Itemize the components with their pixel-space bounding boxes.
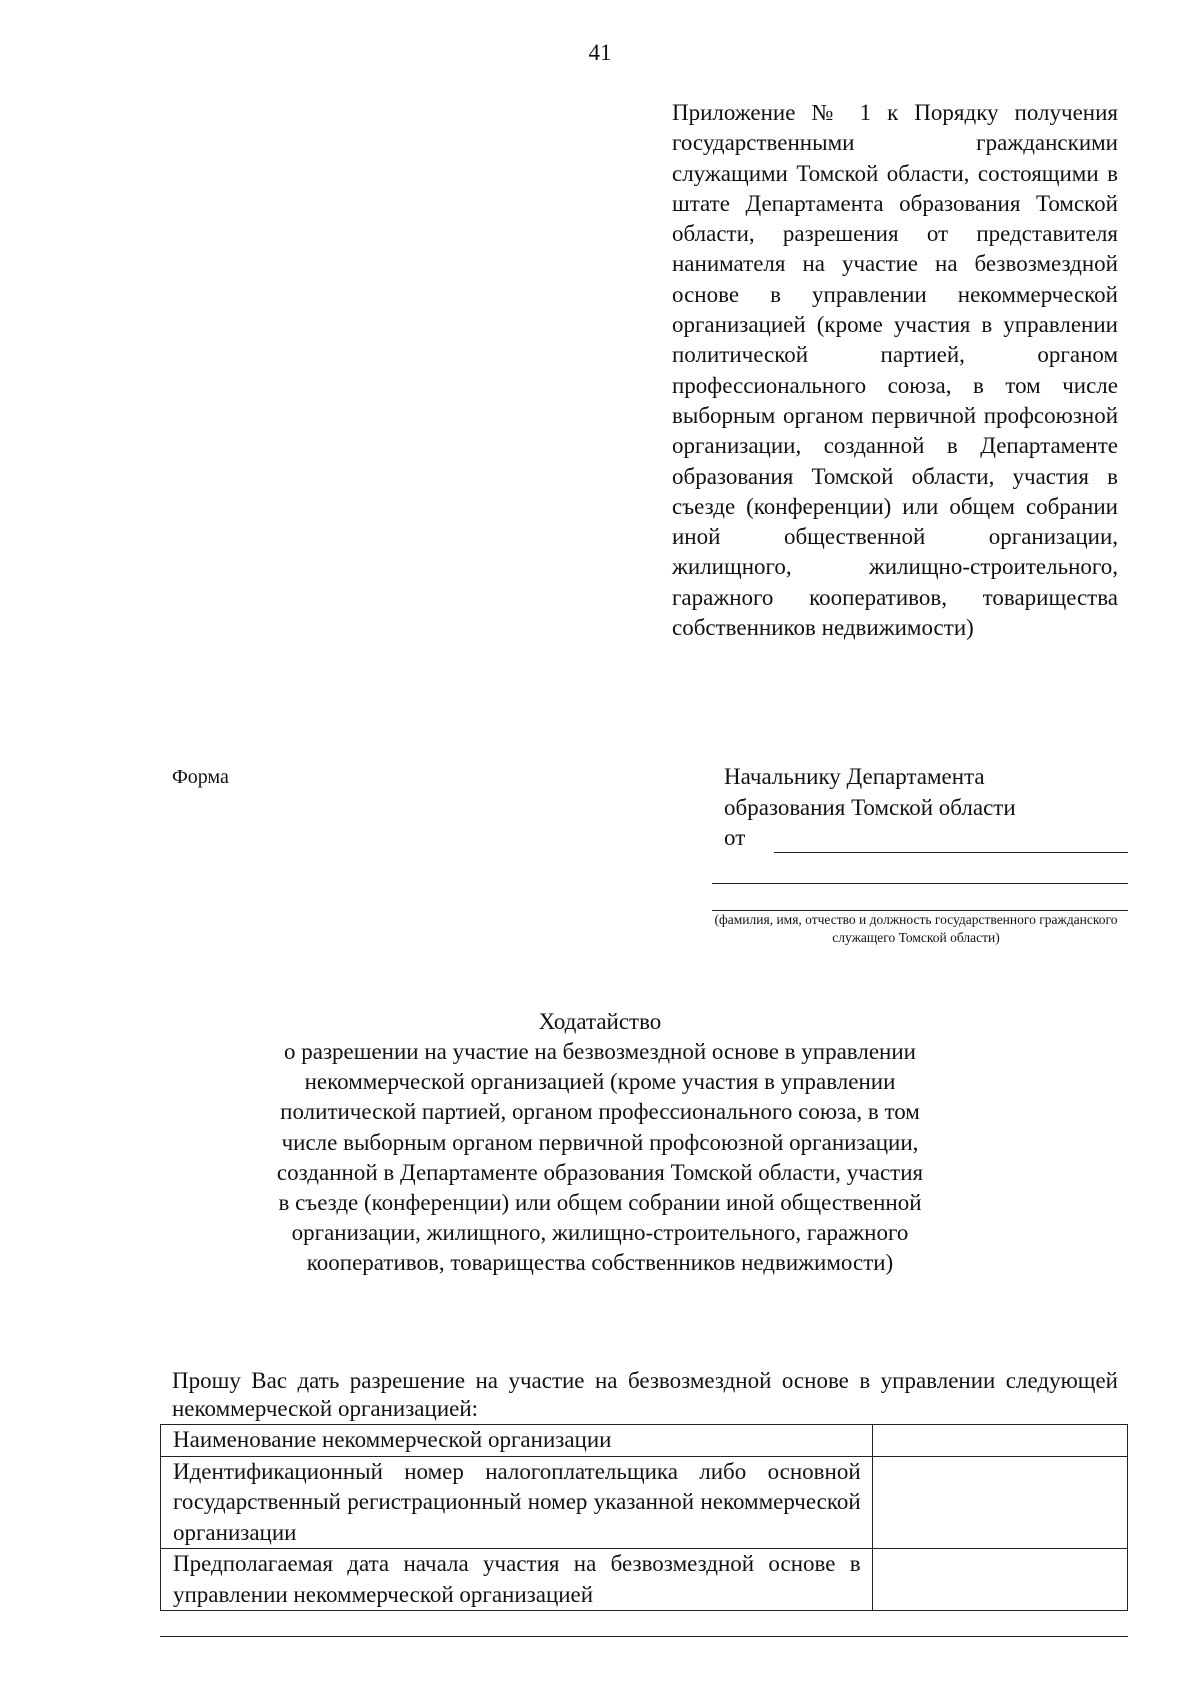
from-input-line-1[interactable] [774,852,1128,853]
table-cell-value[interactable] [872,1549,1127,1611]
addressee-line-1: Начальнику Департамента [724,764,985,789]
table-cell-label: Предполагаемая дата начала участия на безвозмездной основе в управлении некоммерческой организацией [161,1549,873,1611]
table-row [161,1456,1128,1549]
table-cell-label: Наименование некоммерческой организации [161,1425,873,1457]
addressee-caption: (фамилия, имя, отчество и должность государственного гражданского служащего Томской области) [714,912,1118,945]
request-text: Прошу Вас дать разрешение на участие на безвозмездной основе в управлении следующей некоммерческой организацией: [172,1368,1118,1421]
from-input-line-2[interactable] [712,883,1128,884]
petition-title: Ходатайство [538,1009,662,1034]
addressee-line-2: образования Томской области [724,794,1016,820]
table-row [161,1425,1128,1457]
petition-subtitle: о разрешении на участие на безвозмездной основе в управлении некоммерческой организацией (кроме участия в управлении политической партией, органом профессионального союза, в том числе выборным органом первичной профсоюзной организации, созданной в Департаменте образования Томской области, участия в съезде (конференции) или общем собрании иной общественной организации, жилищного, жилищно-строительного, гаражного кооперативов, товарищества собственников недвижимости) [276,1039,924,1276]
footer-divider [160,1636,1128,1637]
table-cell-value[interactable] [872,1456,1127,1549]
table-cell-value[interactable] [872,1425,1127,1457]
table-cell-label: Идентификационный номер налогоплательщика либо основной государственный регистрационный номер указанной некоммерческой организации [161,1456,873,1549]
form-label: Форма [172,766,229,788]
page-number: 41 [588,40,612,65]
organization-table [160,1424,1128,1611]
appendix-note: Приложение № 1 к Порядку получения государственными гражданскими служащими Томской области, состоящими в штате Департамента образования Томской области, разрешения от представителя нанимателя на участие на безвозмездной основе в управлении некоммерческой организацией (кроме участия в управлении политической партией, органом профессионального союза, в том числе выборным органом первичной профсоюзной организации, созданной в Департаменте образования Томской области, участия в съезде (конференции) или общем собрании иной общественной организации, жилищного, жилищно-строительного, гаражного кооперативов, товарищества собственников недвижимости) [672,100,1118,641]
table-row [161,1549,1128,1611]
addressee-block [724,762,1124,854]
addressee-from-label: от [724,825,746,850]
